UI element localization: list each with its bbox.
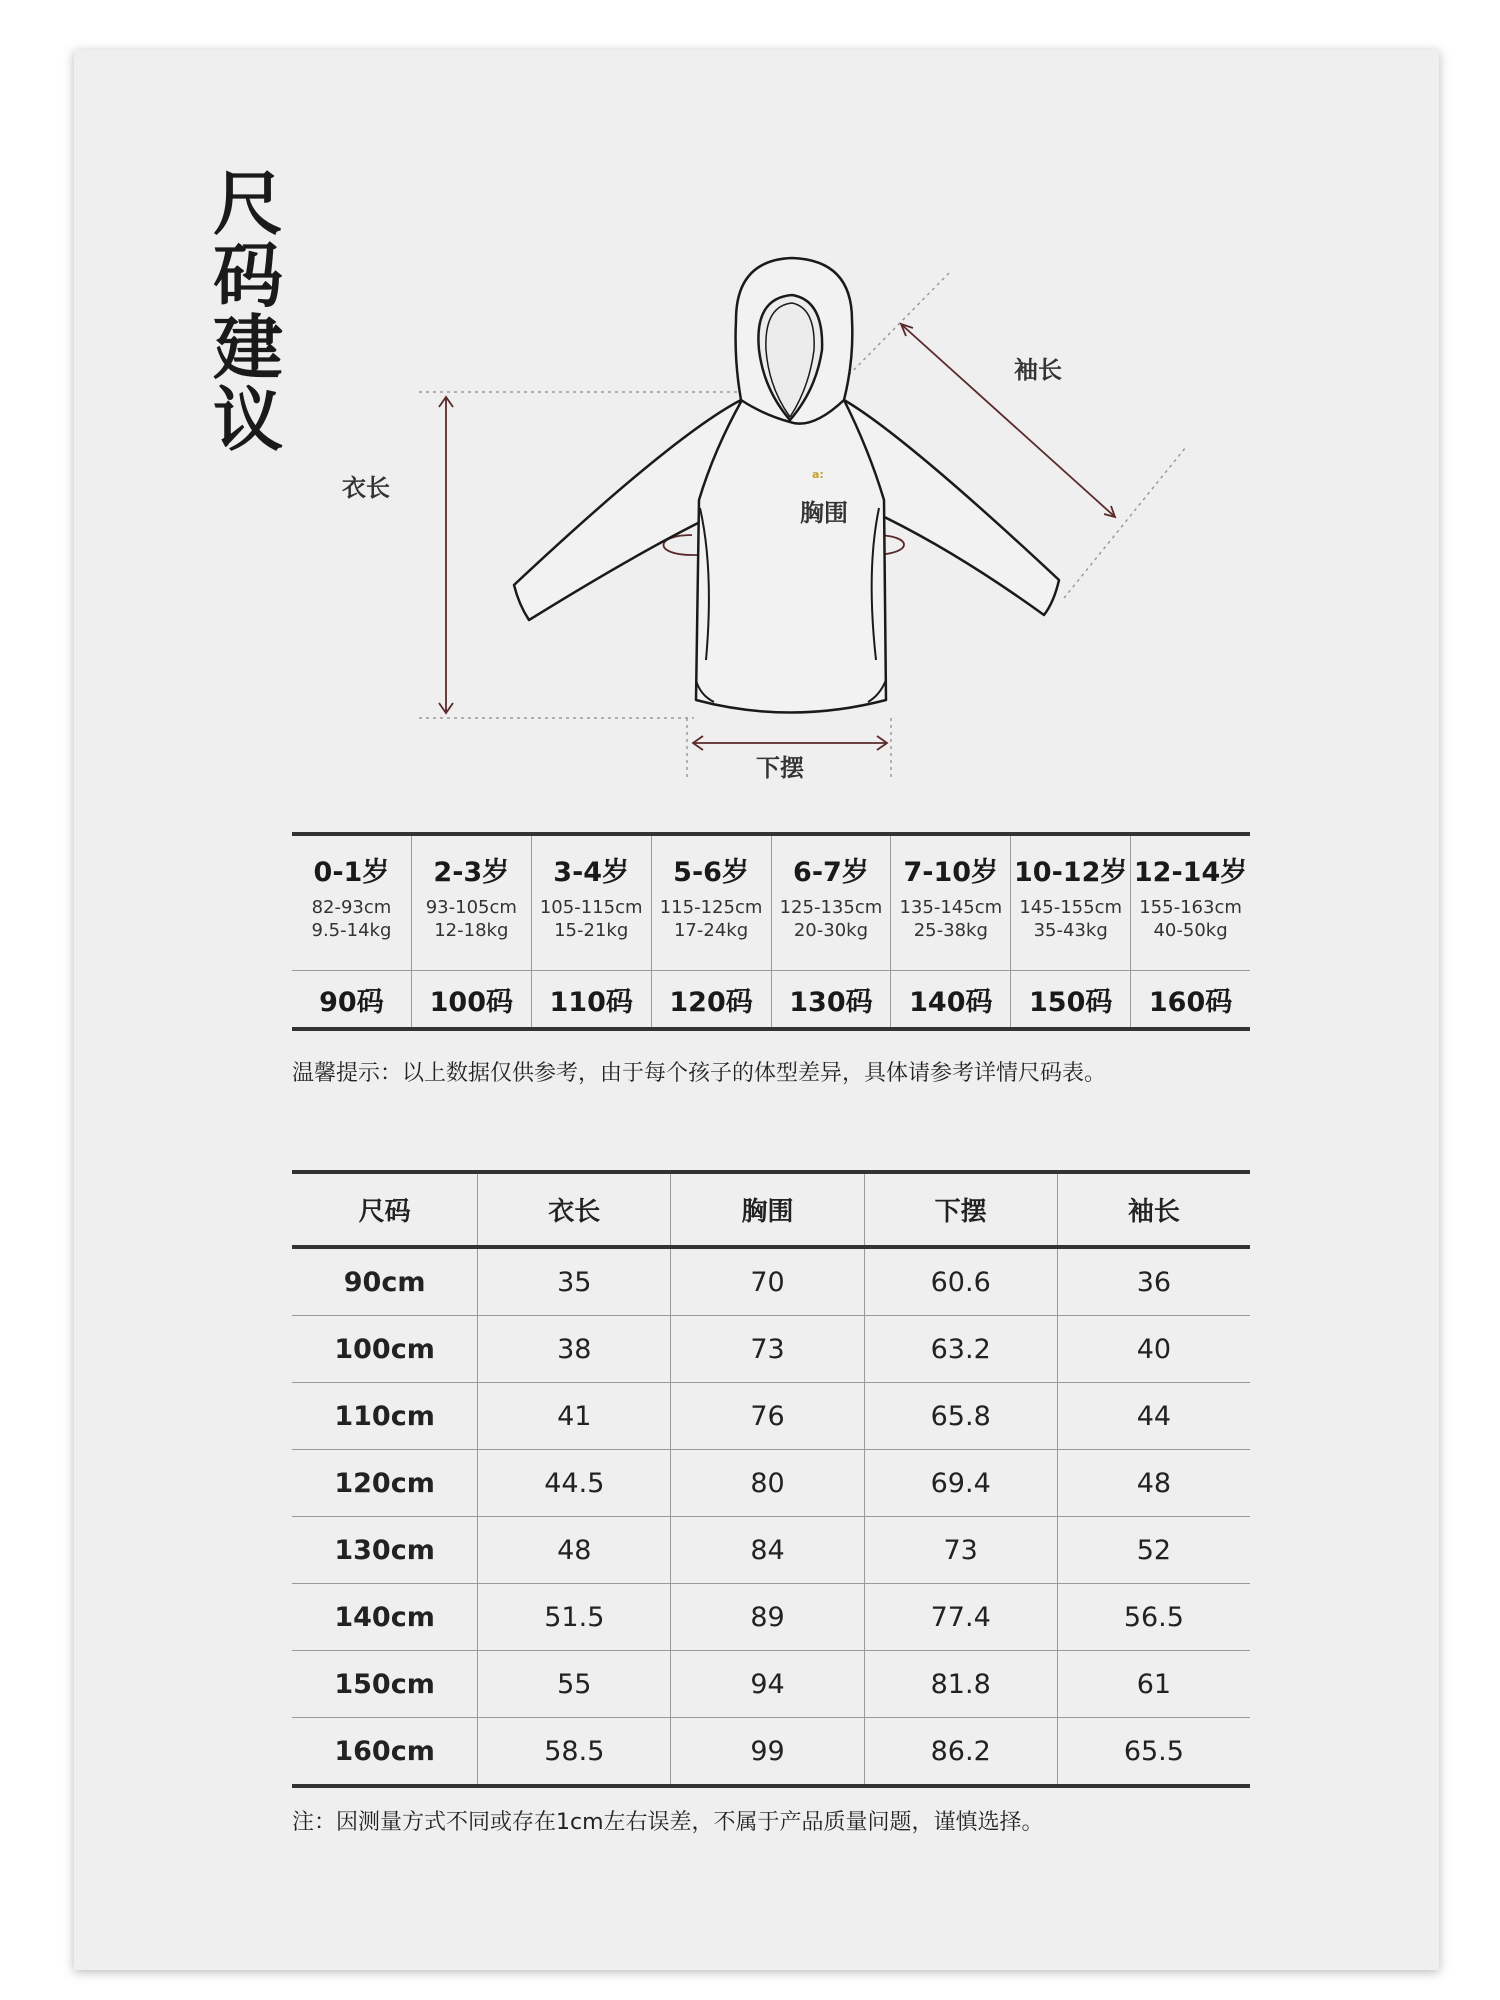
size-label: 110码 (549, 986, 633, 1018)
label-sleeve: 袖长 (1014, 356, 1062, 384)
value-cell: 51.5 (477, 1584, 670, 1650)
size-cell (651, 971, 771, 1027)
measurement-header-row (292, 1174, 1250, 1249)
value-cell: 63.2 (864, 1316, 1057, 1382)
size-cell: 130cm (334, 1534, 435, 1566)
size-cell: 90cm (343, 1266, 426, 1298)
age-label: 6-7岁 (793, 857, 869, 888)
age-height: 105-115cm (539, 897, 643, 918)
value-cell: 80 (670, 1450, 863, 1516)
age-weight: 15-21kg (554, 920, 629, 941)
reference-tip: 温馨提示：以上数据仅供参考，由于每个孩子的体型差异，具体请参考详情尺码表。 (292, 1061, 1107, 1086)
age-weight: 9.5-14kg (311, 920, 392, 941)
hoodie-outline (514, 258, 1059, 713)
header-cell-size: 尺码 (358, 1197, 411, 1227)
value-cell: 65.8 (864, 1383, 1057, 1449)
table-row (292, 1450, 1250, 1517)
table-row (292, 1249, 1250, 1316)
table-row (292, 1651, 1250, 1718)
size-label: 120码 (669, 986, 753, 1018)
value-cell: 61 (1057, 1651, 1250, 1717)
table-row (292, 1718, 1250, 1784)
measurement-note: 注：因测量方式不同或存在1cm左右误差，不属于产品质量问题，谨慎选择。 (292, 1810, 1044, 1835)
value-cell: 44.5 (477, 1450, 670, 1516)
size-cell: 110cm (334, 1400, 435, 1432)
value-cell: 86.2 (864, 1718, 1057, 1784)
age-height: 125-135cm (779, 897, 883, 918)
age-label: 0-1岁 (313, 857, 390, 888)
age-size-table (292, 832, 1250, 1031)
value-cell: 52 (1057, 1517, 1250, 1583)
size-cell: 160cm (334, 1735, 435, 1767)
value-cell: 56.5 (1057, 1584, 1250, 1650)
value-cell: 99 (670, 1718, 863, 1784)
title-char: 建 (213, 307, 283, 389)
title-char: 议 (213, 379, 283, 461)
value-cell: 38 (477, 1316, 670, 1382)
age-cell (1010, 836, 1130, 970)
header-cell-hem: 下摆 (864, 1174, 1057, 1245)
size-cell: 140cm (334, 1601, 435, 1633)
age-height: 155-163cm (1139, 897, 1242, 918)
value-cell: 94 (670, 1651, 863, 1717)
age-cell (771, 836, 891, 970)
hoodie-diagram (74, 50, 1439, 850)
table-row (292, 1584, 1250, 1651)
age-weight: 12-18kg (434, 920, 509, 941)
table-row (292, 1517, 1250, 1584)
header-cell-sleeve: 袖长 (1057, 1174, 1250, 1245)
brand-logo-icon: a: (812, 468, 824, 481)
measurement-body (292, 1249, 1250, 1784)
age-cell (531, 836, 651, 970)
size-label: 90码 (319, 986, 384, 1018)
age-height: 145-155cm (1019, 897, 1122, 918)
age-cell (411, 836, 531, 970)
table-row (292, 1383, 1250, 1450)
measurement-table (292, 1170, 1250, 1788)
age-height: 82-93cm (311, 897, 392, 918)
value-cell: 41 (477, 1383, 670, 1449)
value-cell: 84 (670, 1517, 863, 1583)
size-cell (1130, 971, 1250, 1027)
age-weight: 25-38kg (913, 920, 988, 941)
value-cell: 60.6 (864, 1249, 1057, 1315)
age-weight: 17-24kg (673, 920, 749, 941)
age-cell (292, 836, 411, 970)
size-label: 100码 (429, 986, 513, 1018)
label-hem: 下摆 (756, 754, 804, 782)
age-cell (651, 836, 771, 970)
size-cell (531, 971, 651, 1027)
header-cell-chest: 胸围 (670, 1174, 863, 1245)
title-char: 尺 (213, 163, 283, 245)
size-label: 140码 (909, 986, 993, 1018)
size-cell: 150cm (334, 1668, 435, 1700)
value-cell: 73 (864, 1517, 1057, 1583)
value-cell: 58.5 (477, 1718, 670, 1784)
size-cell (411, 971, 531, 1027)
age-label: 10-12岁 (1014, 857, 1128, 888)
value-cell: 69.4 (864, 1450, 1057, 1516)
age-height: 93-105cm (425, 897, 517, 918)
value-cell: 36 (1057, 1249, 1250, 1315)
value-cell: 81.8 (864, 1651, 1057, 1717)
size-label: 160码 (1148, 986, 1233, 1018)
label-length: 衣长 (342, 474, 390, 502)
header-cell-length: 衣长 (477, 1174, 670, 1245)
age-cell (1130, 836, 1250, 970)
size-cell (771, 971, 891, 1027)
age-label: 3-4岁 (553, 857, 630, 888)
size-label: 150码 (1029, 986, 1113, 1018)
value-cell: 35 (477, 1249, 670, 1315)
size-cell (292, 971, 411, 1027)
value-cell: 89 (670, 1584, 863, 1650)
age-weight: 20-30kg (793, 920, 869, 941)
title-char: 码 (213, 235, 283, 317)
age-row (292, 836, 1250, 971)
value-cell: 70 (670, 1249, 863, 1315)
value-cell: 73 (670, 1316, 863, 1382)
size-label: 130码 (789, 986, 873, 1018)
size-row (292, 971, 1250, 1027)
age-cell (890, 836, 1010, 970)
age-label: 12-14岁 (1133, 857, 1248, 888)
size-cell: 100cm (334, 1333, 435, 1365)
age-height: 135-145cm (899, 897, 1003, 918)
value-cell: 44 (1057, 1383, 1250, 1449)
age-weight: 35-43kg (1033, 920, 1108, 941)
value-cell: 40 (1057, 1316, 1250, 1382)
age-height: 115-125cm (659, 897, 763, 918)
table-row (292, 1316, 1250, 1383)
value-cell: 48 (477, 1517, 670, 1583)
value-cell: 76 (670, 1383, 863, 1449)
label-chest: 胸围 (800, 499, 848, 527)
value-cell: 65.5 (1057, 1718, 1250, 1784)
age-label: 5-6岁 (673, 857, 749, 888)
size-cell (890, 971, 1010, 1027)
value-cell: 48 (1057, 1450, 1250, 1516)
size-cell: 120cm (334, 1467, 435, 1499)
value-cell: 55 (477, 1651, 670, 1717)
age-weight: 40-50kg (1153, 920, 1228, 941)
size-cell (1010, 971, 1130, 1027)
age-label: 2-3岁 (433, 857, 510, 888)
age-label: 7-10岁 (903, 857, 999, 888)
value-cell: 77.4 (864, 1584, 1057, 1650)
